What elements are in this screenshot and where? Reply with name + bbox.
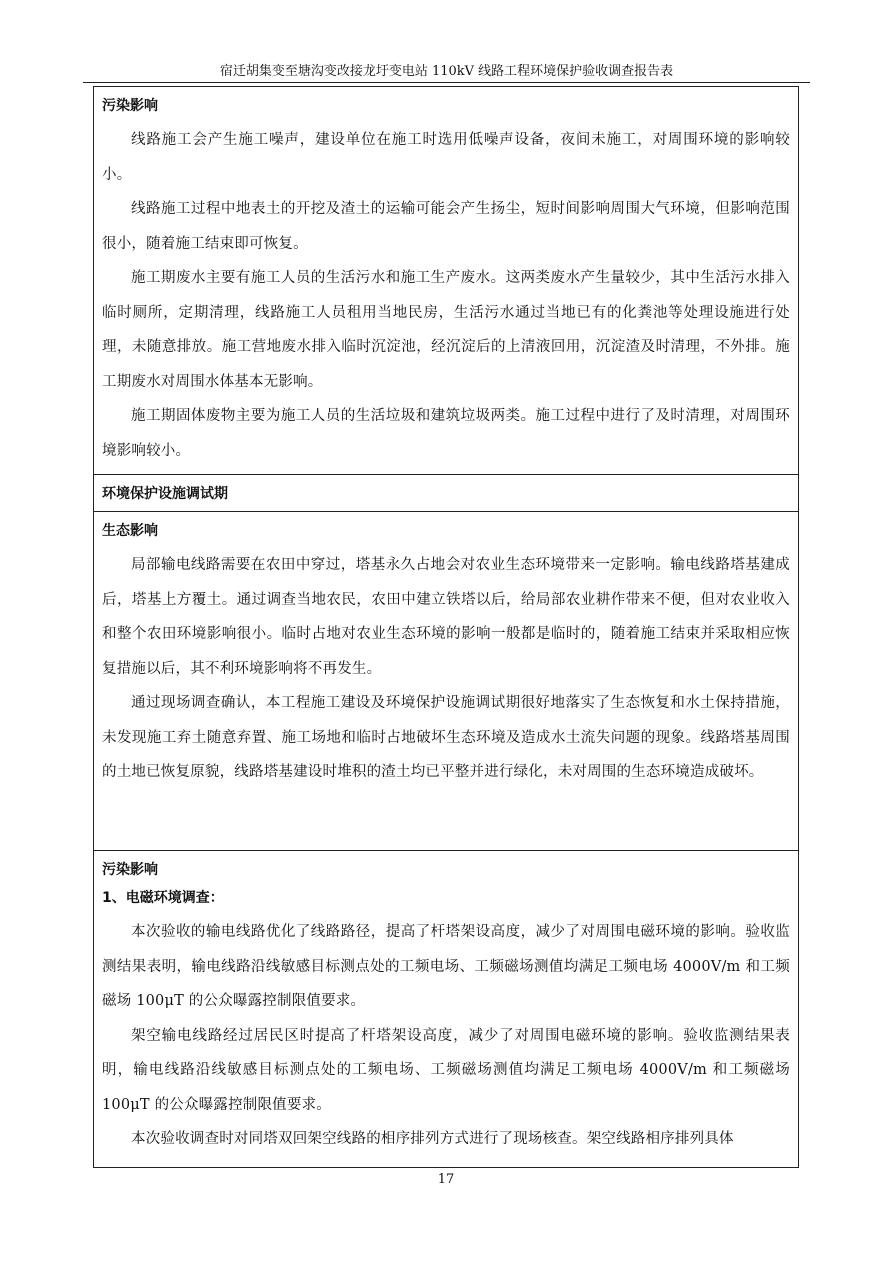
header-divider	[83, 82, 810, 83]
section-commissioning-period	[94, 475, 798, 512]
section-heading: 污染影响	[102, 862, 158, 878]
report-table	[93, 86, 799, 1168]
section-heading: 环境保护设施调试期	[102, 486, 228, 502]
paragraph: 线路施工过程中地表土的开挖及渣土的运输可能会产生扬尘，短时间影响周围大气环境，但影响范围很小，随着施工结束即可恢复。	[102, 201, 790, 252]
paragraph: 施工期废水主要有施工人员的生活污水和施工生产废水。这两类废水产生量较少，其中生活污水排入临时厕所，定期清理，线路施工人员租用当地民房，生活污水通过当地已有的化粪池等处理设施进行处理，未随意排放。施工营地废水排入临时沉淀池，经沉淀后的上清液回用，沉淀渣及时清理，不外排。施工期废水对周围水体基本无影响。	[102, 270, 790, 390]
subsection-heading: 1、电磁环境调查：	[102, 890, 224, 906]
paragraph: 通过现场调查确认，本工程施工建设及环境保护设施调试期很好地落实了生态恢复和水土保持措施，未发现施工弃土随意弃置、施工场地和临时占地破坏生态环境及造成水土流失问题的现象。线路塔基周围的土地已恢复原貌，线路塔基建设时堆积的渣土均已平整并进行绿化，未对周围的生态环境造成破坏。	[102, 695, 790, 780]
section-heading: 污染影响	[102, 98, 158, 114]
section-pollution-construction	[94, 87, 798, 475]
document-header: 宿迁胡集变至塘沟变改接龙圩变电站 110kV 线路工程环境保护验收调查报告表	[219, 64, 674, 79]
page-number: 17	[437, 1172, 455, 1187]
paragraph: 本次验收的输电线路优化了线路路径，提高了杆塔架设高度，减少了对周围电磁环境的影响。验收监测结果表明，输电线路沿线敏感目标测点处的工频电场、工频磁场测值均满足工频电场 4000V/m 和工频磁场 100μT 的公众曝露控制限值要求。	[102, 924, 790, 1009]
section-pollution-operation	[94, 851, 798, 1167]
section-ecological-impact	[94, 512, 798, 851]
paragraph: 局部输电线路需要在农田中穿过，塔基永久占地会对农业生态环境带来一定影响。输电线路塔基建成后，塔基上方覆土。通过调查当地农民，农田中建立铁塔以后，给局部农业耕作带来不便，但对农业收入和整个农田环境影响很小。临时占地对农业生态环境的影响一般都是临时的，随着施工结束并采取相应恢复措施以后，其不利环境影响将不再发生。	[102, 557, 790, 677]
paragraph: 本次验收调查时对同塔双回架空线路的相序排列方式进行了现场核查。架空线路相序排列具体	[131, 1131, 734, 1147]
section-heading: 生态影响	[102, 523, 158, 539]
paragraph: 施工期固体废物主要为施工人员的生活垃圾和建筑垃圾两类。施工过程中进行了及时清理，对周围环境影响较小。	[102, 408, 790, 459]
paragraph: 架空输电线路经过居民区时提高了杆塔架设高度，减少了对周围电磁环境的影响。验收监测结果表明，输电线路沿线敏感目标测点处的工频电场、工频磁场测值均满足工频电场 4000V/m 和工频磁场 100μT 的公众曝露控制限值要求。	[102, 1027, 790, 1113]
paragraph: 线路施工会产生施工噪声，建设单位在施工时选用低噪声设备，夜间未施工，对周围环境的影响较小。	[102, 132, 790, 183]
